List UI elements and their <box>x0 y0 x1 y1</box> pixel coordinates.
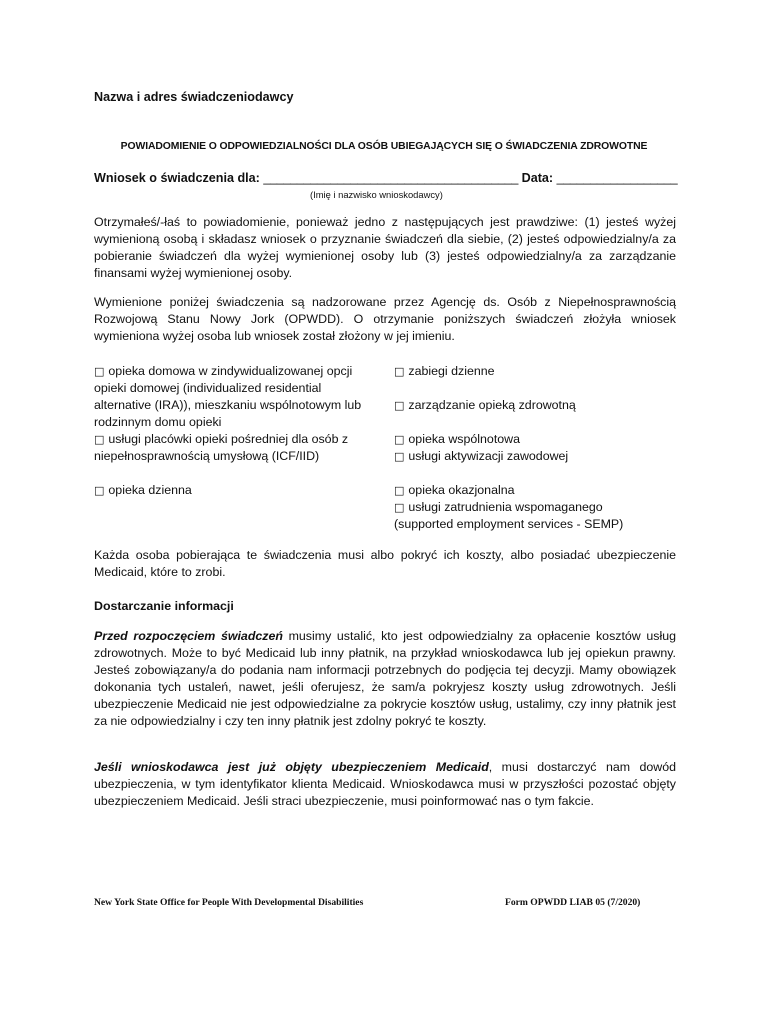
paragraph-lead: Jeśli wnioskodawca jest już objęty ubezpieczeniem Medicaid <box>94 760 489 774</box>
service-item-respite[interactable] <box>394 482 674 499</box>
service-label: zabiegi dzienne <box>408 364 495 378</box>
checkbox-icon: □ <box>94 433 105 446</box>
footer-form-number: Form OPWDD LIAB 05 (7/2020) <box>505 897 641 908</box>
checkbox-icon: □ <box>94 484 105 497</box>
service-label: opieka dzienna <box>108 483 192 497</box>
service-item-icf-iid[interactable] <box>94 431 380 465</box>
document-title: POWIADOMIENIE O ODPOWIEDZIALNOŚCI DLA OSÓB UBIEGAJĄCYCH SIĘ O ŚWIADCZENIA ZDROWOTNE <box>120 141 648 152</box>
provider-name-label: Nazwa i adres świadczeniodawcy <box>94 90 294 104</box>
service-item-prevocational[interactable] <box>394 448 674 465</box>
service-item-semp[interactable] <box>394 499 644 533</box>
request-label: Wniosek o świadczenia dla: <box>94 171 260 185</box>
service-label: opieka domowa w zindywidualizowanej opcji opieki domowej (individualized residential alternative (IRA)), mieszkaniu wspólnotowym lub rodzinnym domu opieki <box>94 364 362 429</box>
service-item-day-treatment[interactable] <box>394 363 674 380</box>
service-item-day-care[interactable] <box>94 482 380 499</box>
paragraph-body: , musi dostarczyć nam dowód ubezpieczenia, w tym identyfikator klienta Medicaid. Wnioskodawca musi w przyszłości pozostać objęty ubezpieczeniem Medicaid. Jeśli straci ubezpieczenie, musi poinformować nas o tym fakcie. <box>94 760 677 808</box>
service-item-ira[interactable] <box>94 363 380 431</box>
service-label: usługi placówki opieki pośredniej dla osób z niepełnosprawnością umysłową (ICF/IID) <box>94 432 349 463</box>
section-title-information: Dostarczanie informacji <box>94 599 234 613</box>
checkbox-icon: □ <box>394 399 405 412</box>
medicaid-paragraph <box>94 759 676 810</box>
responsibility-paragraph <box>94 628 676 730</box>
service-item-community-care[interactable] <box>394 431 674 448</box>
date-field[interactable]: __________________ <box>556 171 678 185</box>
footer-agency: New York State Office for People With Developmental Disabilities <box>94 897 364 908</box>
intro-paragraph: Otrzymałeś/-łaś to powiadomienie, ponieważ jedno z następujących jest prawdziwe: (1) jesteś wyżej wymienioną osobą i składasz wniosek o przyznanie świadczeń dla siebie, (2) jesteś odpowiedzialny/a za pobieranie świadczeń dla wyżej wymienionej osoby lub (3) jesteś odpowiedzialny/a za zarządzanie finansami wyżej wymienionej osoby. <box>94 215 676 280</box>
request-line <box>94 170 677 187</box>
applicant-name-caption: (Imię i nazwisko wnioskodawcy) <box>310 189 443 200</box>
checkbox-icon: □ <box>94 365 105 378</box>
coverage-paragraph: Każda osoba pobierająca te świadczenia musi albo pokryć ich koszty, albo posiadać ubezpieczenie Medicaid, które to zrobi. <box>94 548 676 579</box>
checkbox-icon: □ <box>394 450 405 463</box>
service-label: zarządzanie opieką zdrowotną <box>408 398 576 412</box>
checkbox-icon: □ <box>394 484 405 497</box>
opwdd-paragraph: Wymienione poniżej świadczenia są nadzorowane przez Agencję ds. Osób z Niepełnosprawnością Rozwojową Stanu Nowy Jork (OPWDD). O otrzymanie poniższych świadczeń złożyła wniosek wymieniona wyżej osoba lub wniosek został złożony w jej imieniu. <box>94 295 676 343</box>
service-label: usługi aktywizacji zawodowej <box>408 449 569 463</box>
paragraph-body: musimy ustalić, kto jest odpowiedzialny za opłacenie kosztów usług zdrowotnych. Może to być Medicaid lub inny płatnik, na przykład wnioskodawca lub jej opiekun prawny. Jesteś zobowiązany/a do podania nam informacji potrzebnych do podjęcia tej decyzji. Mamy obowiązek dokonania tych ustaleń, nawet, jeśli oferujesz, że sam/a pokryjesz koszty usług zdrowotnych. Jeśli ubezpieczenie Medicaid nie jest odpowiedzialne za pokrycie kosztów usług, ustalimy, czy inny płatnik jest za nie odpowiedzialny i czy ten inny płatnik jest zdolny pokryć te koszty. <box>94 629 677 728</box>
checkbox-icon: □ <box>394 365 405 378</box>
checkbox-icon: □ <box>394 501 405 514</box>
date-label: Data: <box>521 171 554 185</box>
paragraph-lead: Przed rozpoczęciem świadczeń <box>94 629 283 643</box>
service-item-care-management[interactable] <box>394 397 674 414</box>
service-label: opieka wspólnotowa <box>408 432 520 446</box>
applicant-name-field[interactable]: ______________________________________ <box>263 171 519 185</box>
service-label: opieka okazjonalna <box>408 483 515 497</box>
checkbox-icon: □ <box>394 433 405 446</box>
service-label: usługi zatrudnienia wspomaganego (supported employment services - SEMP) <box>394 500 624 531</box>
